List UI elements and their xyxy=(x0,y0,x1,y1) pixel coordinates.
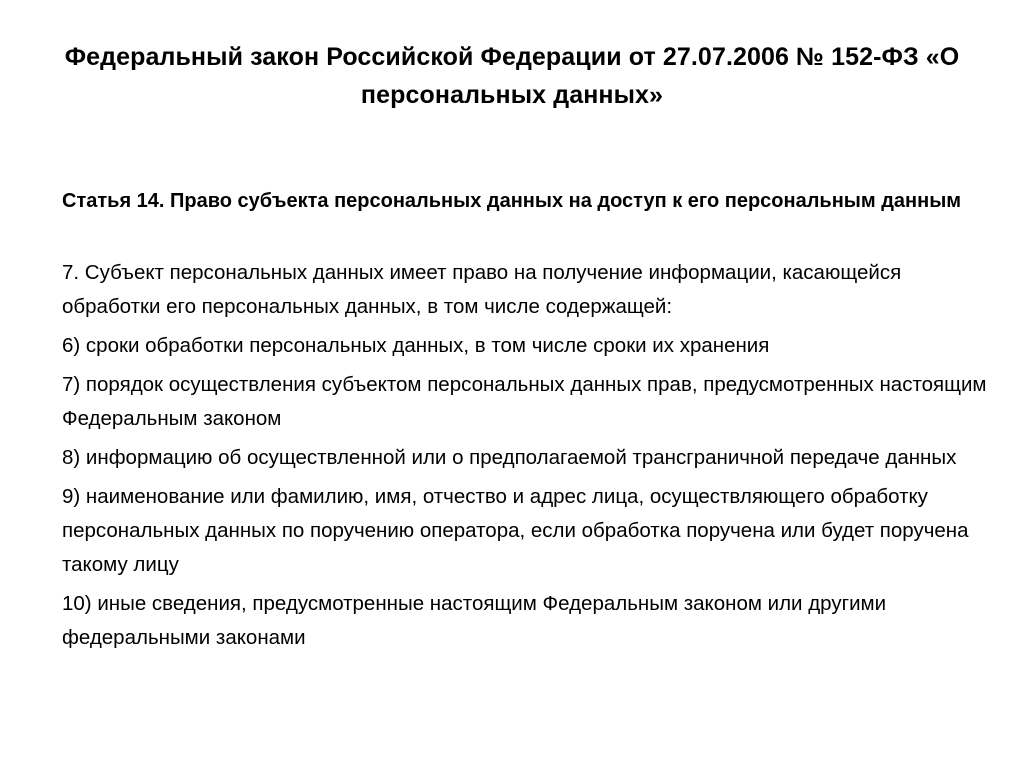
paragraph-intro: 7. Субъект персональных данных имеет право на получение информации, касающейся обработки его персональных данных, в том числе содержащей: xyxy=(62,261,902,318)
slide-body xyxy=(62,184,997,660)
list-item-8: 8) информацию об осуществленной или о предполагаемой трансграничной передаче данных xyxy=(62,446,957,469)
list-item-7: 7) порядок осуществления субъектом персональных данных прав, предусмотренных настоящим Федеральным законом xyxy=(62,373,987,430)
list-item-9: 9) наименование или фамилию, имя, отчество и адрес лица, осуществляющего обработку персональных данных по поручению оператора, если обработка поручена или будет поручена такому лицу xyxy=(62,485,969,576)
article-heading: Статья 14. Право субъекта персональных данных на доступ к его персональным данным xyxy=(62,190,962,212)
list-item-10: 10) иные сведения, предусмотренные настоящим Федеральным законом или другими федеральными законами xyxy=(62,592,887,649)
list-item-6: 6) сроки обработки персональных данных, в том числе сроки их хранения xyxy=(62,334,770,357)
slide-title: Федеральный закон Российской Федерации от 27.07.2006 № 152-ФЗ «О персональных данных» xyxy=(64,43,960,109)
